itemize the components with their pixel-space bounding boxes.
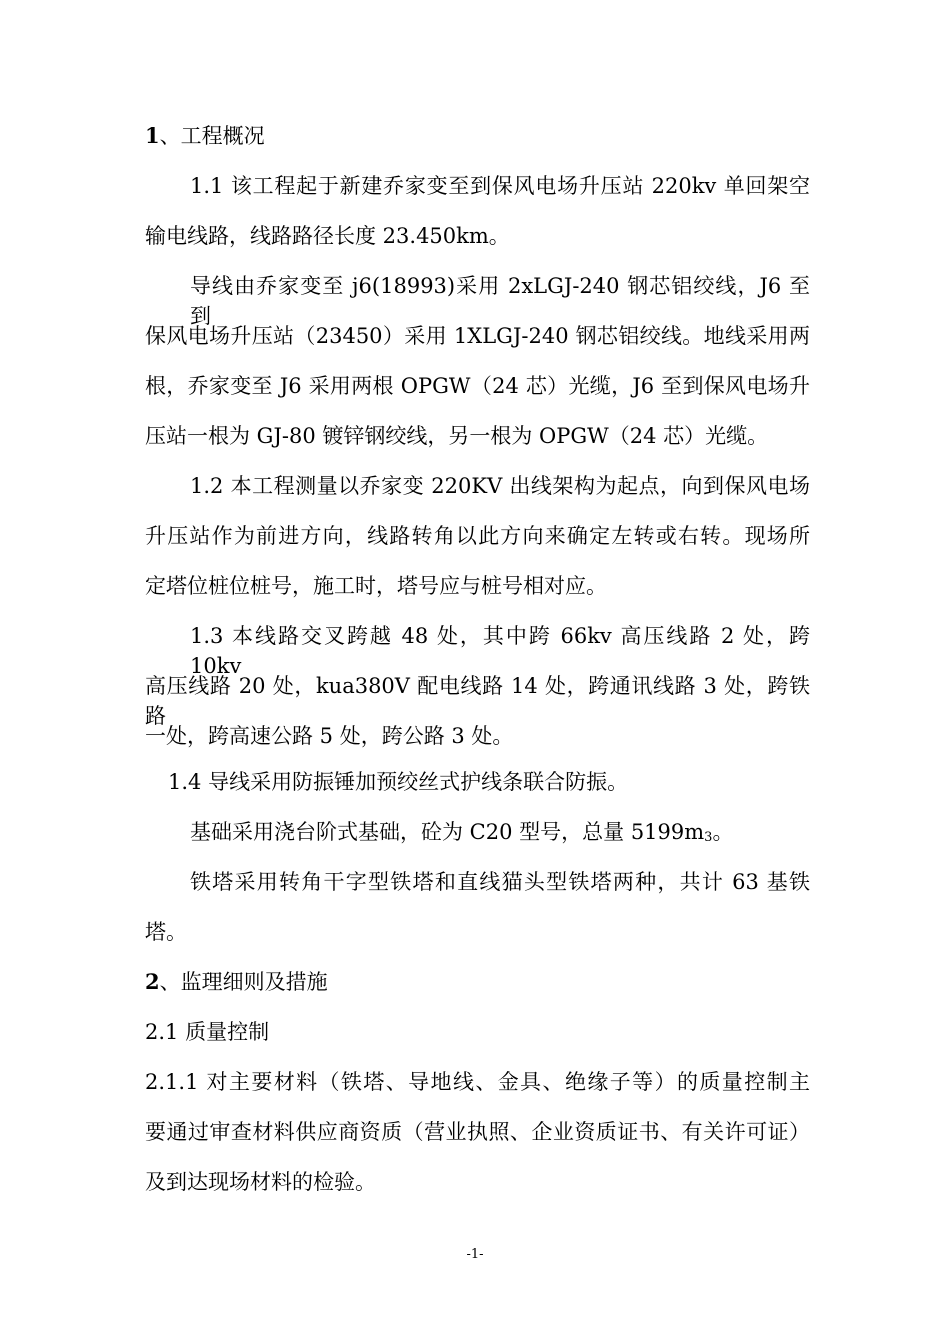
page-number: -1- [466,1247,484,1262]
heading-text: 、工程概况 [159,124,265,148]
foundation-superscript: 3 [704,830,713,845]
para-tower-line-2: 塔。 [145,920,187,944]
para-2-1-1-line-2: 要通过审查材料供应商资质（营业执照、企业资质证书、有关许可证） [145,1120,810,1144]
para-conductor-line-1: 导线由乔家变至 j6(18993)采用 2xLGJ-240 钢芯铝绞线，J6 至到 [190,274,810,328]
para-conductor-line-4: 压站一根为 GJ-80 镀锌钢绞线，另一根为 OPGW（24 芯）光缆。 [145,424,769,448]
heading-section-2 [145,967,810,997]
para-1-3-line-1: 1.3 本线路交叉跨越 48 处，其中跨 66kv 高压线路 2 处，跨 10kv [190,624,810,678]
para-1-4: 1.4 导线采用防振锤加预绞丝式护线条联合防振。 [168,770,629,794]
para-2-1-1-line-1: 2.1.1 对主要材料（铁塔、导地线、金具、绝缘子等）的质量控制主 [145,1070,810,1094]
para-conductor-line-2: 保风电场升压站（23450）采用 1XLGJ-240 钢芯铝绞线。地线采用两 [145,324,810,348]
foundation-end: 。 [712,820,734,844]
heading-section-1 [145,121,810,151]
para-1-3-line-2: 高压线路 20 处，kua380V 配电线路 14 处，跨通讯线路 3 处，跨铁路 [145,674,810,728]
para-tower-line-1: 铁塔采用转角干字型铁塔和直线猫头型铁塔两种，共计 63 基铁 [190,870,810,894]
para-1-3-line-3: 一处，跨高速公路 5 处，跨公路 3 处。 [145,724,514,748]
heading-number: 1 [145,123,160,148]
heading-number: 2 [145,969,160,994]
para-2-1-1-line-3: 及到达现场材料的检验。 [145,1170,376,1194]
para-1-1-line-1: 1.1 该工程起于新建乔家变至到保风电场升压站 220kv 单回架空 [190,174,810,198]
para-conductor-line-3: 根，乔家变至 J6 采用两根 OPGW（24 芯）光缆，J6 至到保风电场升 [145,374,810,398]
para-foundation [190,817,810,851]
para-1-2-line-1: 1.2 本工程测量以乔家变 220KV 出线架构为起点，向到保风电场 [190,474,810,498]
para-1-2-line-3: 定塔位桩位桩号，施工时，塔号应与桩号相对应。 [145,574,607,598]
para-1-1-line-2: 输电线路，线路路径长度 23.450km。 [145,224,510,248]
heading-2-1: 2.1 质量控制 [145,1020,270,1044]
foundation-text: 基础采用浇台阶式基础，砼为 C20 型号，总量 5199m [190,820,705,844]
heading-text: 、监理细则及措施 [159,970,328,994]
para-1-2-line-2: 升压站作为前进方向，线路转角以此方向来确定左转或右转。现场所 [145,524,810,548]
